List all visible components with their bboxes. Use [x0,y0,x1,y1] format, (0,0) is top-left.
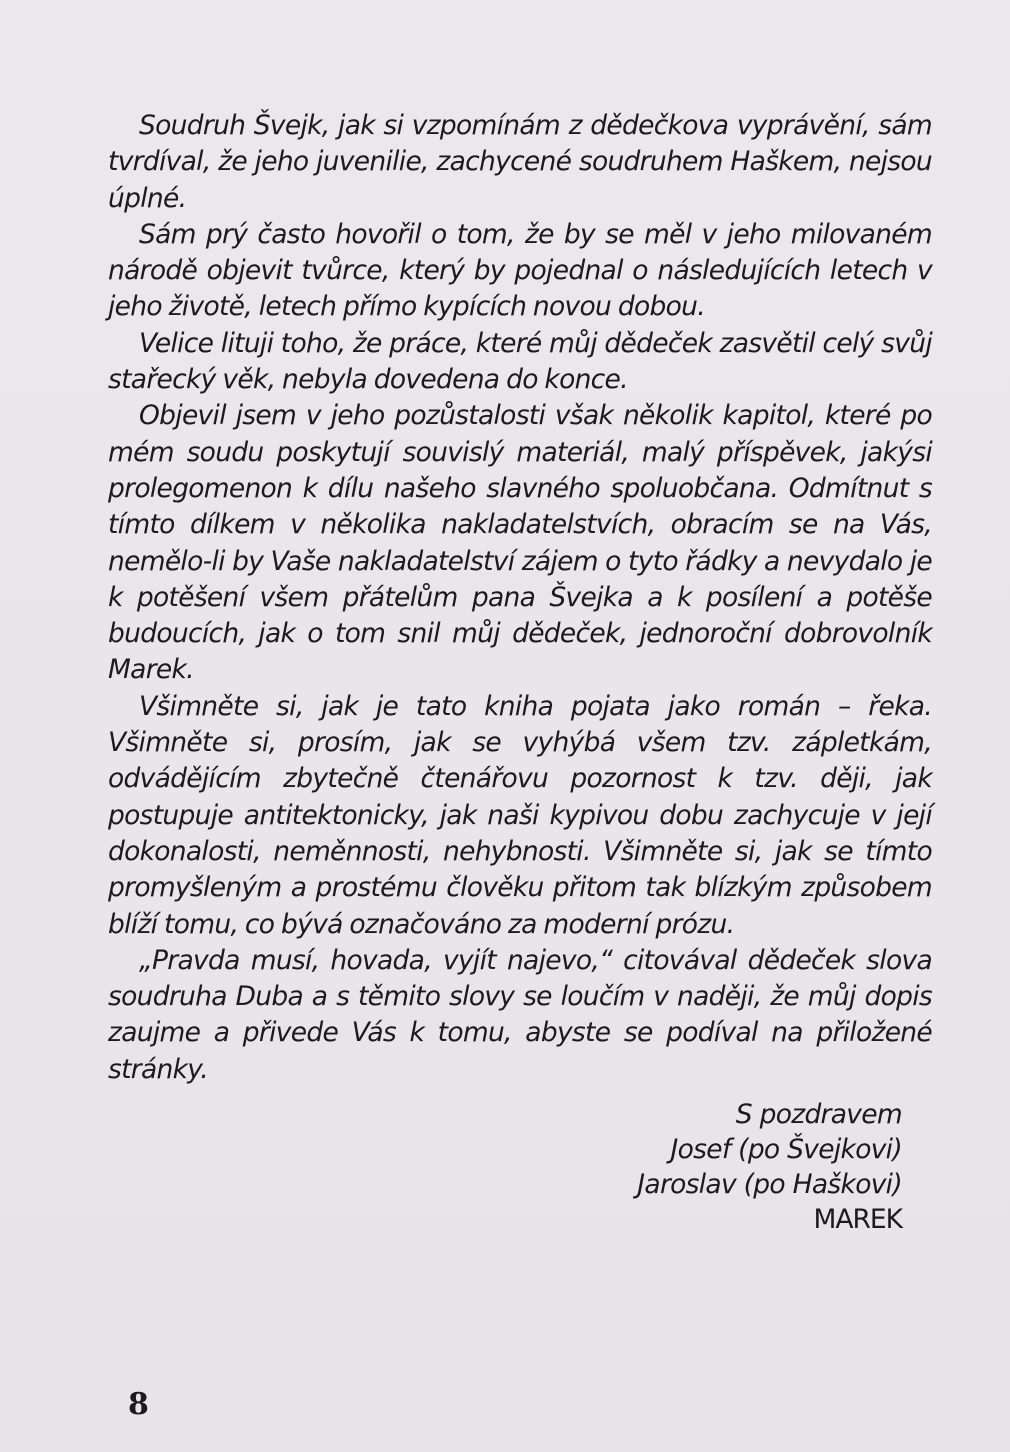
paragraph: Sám prý často hovořil o tom, že by se měl v jeho milovaném národě objevit tvůrce, který by pojednal o následujících letech v jeho životě, letech přímo kypících novou dobou. [108,218,932,323]
letter-body [108,108,932,1088]
paragraph: Soudruh Švejk, jak si vzpomínám z dědečkova vyprávění, sám tvrdíval, že jeho juvenilie, zachycené soudruhem Haškem, nejsou úplné. [108,110,932,214]
signature-line: Josef (po Švejkovi) [670,1134,902,1165]
paragraph: Všimněte si, jak je tato kniha pojata jako román – řeka. Všimněte si, prosím, jak se vyhýbá všem tzv. zápletkám, odvádějícím zbytečně čtenářovu pozornost k tzv. ději, jak postupuje antitektonicky, jak naši kypivou dobu zachycuje v její dokonalosti, neměnnosti, nehybnosti. Všimněte si, jak se tímto promyšleným a prostému člověku přitom tak blízkým způsobem blíží tomu, co bývá označováno za moderní prózu. [108,690,932,940]
closing-salutation: S pozdravem [735,1099,902,1130]
paragraph: „Pravda musí, hovada, vyjít najevo,“ citovával dědeček slova soudruha Duba a s těmito slovy se loučím v naději, že můj dopis zaujme a přivede Vás k tomu, abyste se podíval na přiložené stránky. [108,944,932,1085]
paragraph: Velice lituji toho, že práce, které můj dědeček zasvětil celý svůj stařecký věk, nebyla dovedena do konce. [108,327,932,396]
signature-line: Jaroslav (po Haškovi) [637,1169,902,1200]
signature-block [502,1097,902,1237]
paragraph: Objevil jsem v jeho pozůstalosti však několik kapitol, které po mém soudu poskytují souvislý materiál, malý příspěvek, jakýsi prolegomenon k dílu našeho slavného spoluobčana. Odmítnut s tímto dílkem v několika nakladatelstvích, obracím se na Vás, nemělo-li by Vaše nakladatelství zájem o tyto řádky a nevydalo je k potěšení všem přátelům pana Švejka a k posílení a potěše budoucích, jak o tom snil můj dědeček, jednoroční dobrovolník Marek. [108,400,932,686]
signature-surname: MAREK [813,1204,902,1235]
page-number: 8 [128,1387,149,1422]
